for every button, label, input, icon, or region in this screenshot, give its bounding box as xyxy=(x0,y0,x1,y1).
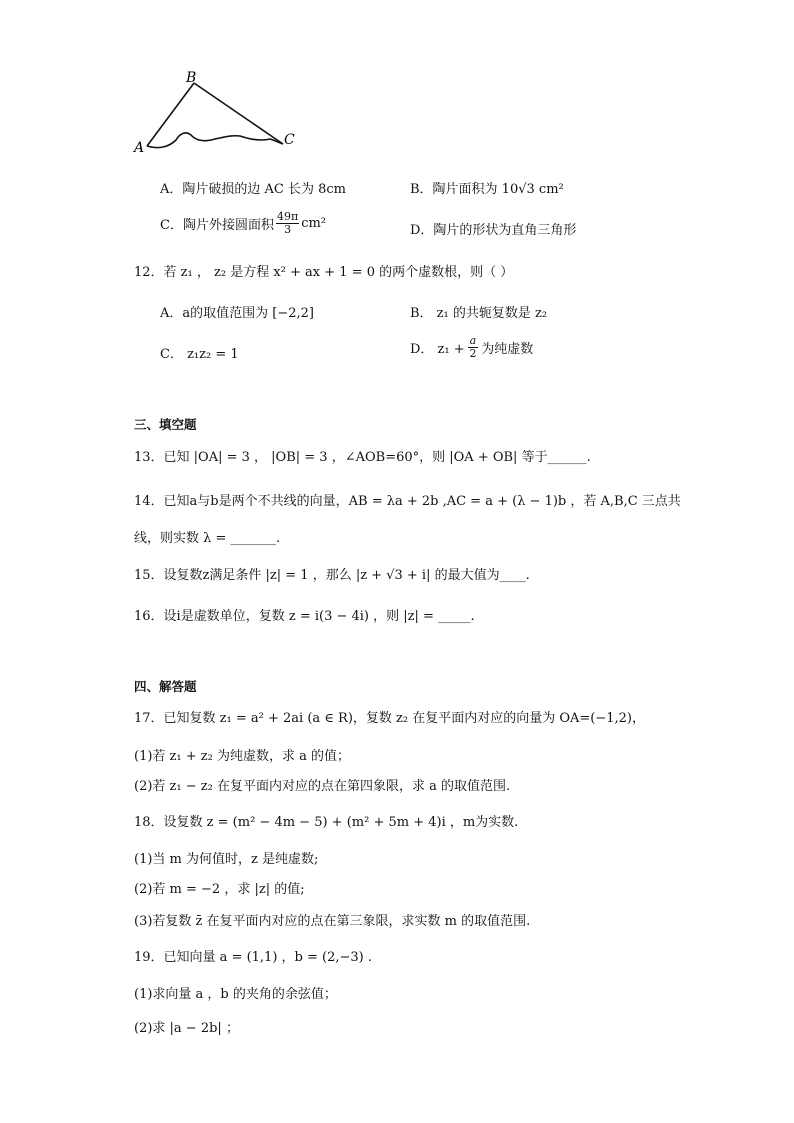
broken-edge-ac xyxy=(147,133,283,148)
q12-option-d-numerator: a xyxy=(469,334,477,347)
q17-part-1: (1)若 z₁ + z₂ 为纯虚数，求 a 的值； xyxy=(134,749,350,764)
q12-option-a: A．a的取值范围为 [−2,2] xyxy=(160,306,314,321)
q11-option-b: B．陶片面积为 10√3 cm² xyxy=(410,182,564,197)
side-bc xyxy=(194,83,283,144)
vertex-label-c: C xyxy=(284,132,295,148)
question-15: 15．设复数z满足条件 |z| = 1 ，那么 |z + √3 + i| 的最大值为____. xyxy=(134,568,530,583)
q19-part-2: (2)求 |a − 2b| ； xyxy=(134,1021,239,1036)
q12-option-c: C． z₁z₂ = 1 xyxy=(160,347,239,362)
q19-part-1: (1)求向量 a ，b 的夹角的余弦值； xyxy=(134,987,337,1002)
q11-option-c-fraction xyxy=(276,211,299,236)
q12-option-d-denominator: 2 xyxy=(469,347,477,360)
q12-option-d xyxy=(410,335,533,360)
q11-option-c-denominator: 3 xyxy=(284,223,292,236)
vertex-label-b: B xyxy=(186,70,197,86)
q12-stem: 12．若 z₁ ， z₂ 是方程 x² + ax + 1 = 0 的两个虚数根，则（ ） xyxy=(134,265,514,280)
q12-option-d-fraction xyxy=(468,335,479,360)
question-14-line-1: 14．已知a与b是两个不共线的向量，AB = λa + 2b ,AC = a + (λ − 1)b ，若 A,B,C 三点共 xyxy=(134,494,681,509)
q12-option-d-suffix: 为纯虚数 xyxy=(481,342,534,357)
q11-option-c-suffix: cm² xyxy=(301,216,327,231)
q11-option-c xyxy=(160,211,326,236)
question-13: 13．已知 |OA| = 3 ， |OB| = 3 ，∠AOB=60°，则 |OA + OB| 等于______. xyxy=(134,450,591,465)
q11-option-d: D．陶片的形状为直角三角形 xyxy=(410,223,577,238)
question-16: 16．设i是虚数单位，复数 z = i(3 − 4i) ，则 |z| = _____. xyxy=(134,609,475,624)
q17-stem: 17．已知复数 z₁ = a² + 2ai (a ∈ R)，复数 z₂ 在复平面内对应的向量为 OA=(−1,2)， xyxy=(134,711,645,726)
q17-part-2: (2)若 z₁ − z₂ 在复平面内对应的点在第四象限，求 a 的取值范围. xyxy=(134,779,511,794)
q18-part-2: (2)若 m = −2 ，求 |z| 的值; xyxy=(134,882,305,897)
side-ab xyxy=(147,83,194,146)
q11-option-a: A．陶片破损的边 AC 长为 8cm xyxy=(160,182,346,197)
section-title-fill-in: 三、填空题 xyxy=(134,417,197,432)
q12-option-d-prefix: D． z₁ + xyxy=(410,342,465,357)
q19-stem: 19．已知向量 a = (1,1) ，b = (2,−3) . xyxy=(134,950,372,965)
q18-part-1: (1)当 m 为何值时，z 是纯虚数; xyxy=(134,852,319,867)
q12-option-b: B． z₁ 的共轭复数是 z₂ xyxy=(410,306,548,321)
q11-option-c-prefix: C．陶片外接圆面积 xyxy=(160,218,274,233)
question-14-line-2: 线，则实数 λ = _______. xyxy=(134,531,281,546)
q18-stem: 18．设复数 z = (m² − 4m − 5) + (m² + 5m + 4)i ，m为实数. xyxy=(134,815,519,830)
q11-option-c-numerator: 49π xyxy=(276,210,299,223)
q18-part-3: (3)若复数 z̄ 在复平面内对应的点在第三象限，求实数 m 的取值范围. xyxy=(134,914,531,929)
section-title-solutions: 四、解答题 xyxy=(134,679,197,694)
vertex-label-a: A xyxy=(134,140,145,156)
